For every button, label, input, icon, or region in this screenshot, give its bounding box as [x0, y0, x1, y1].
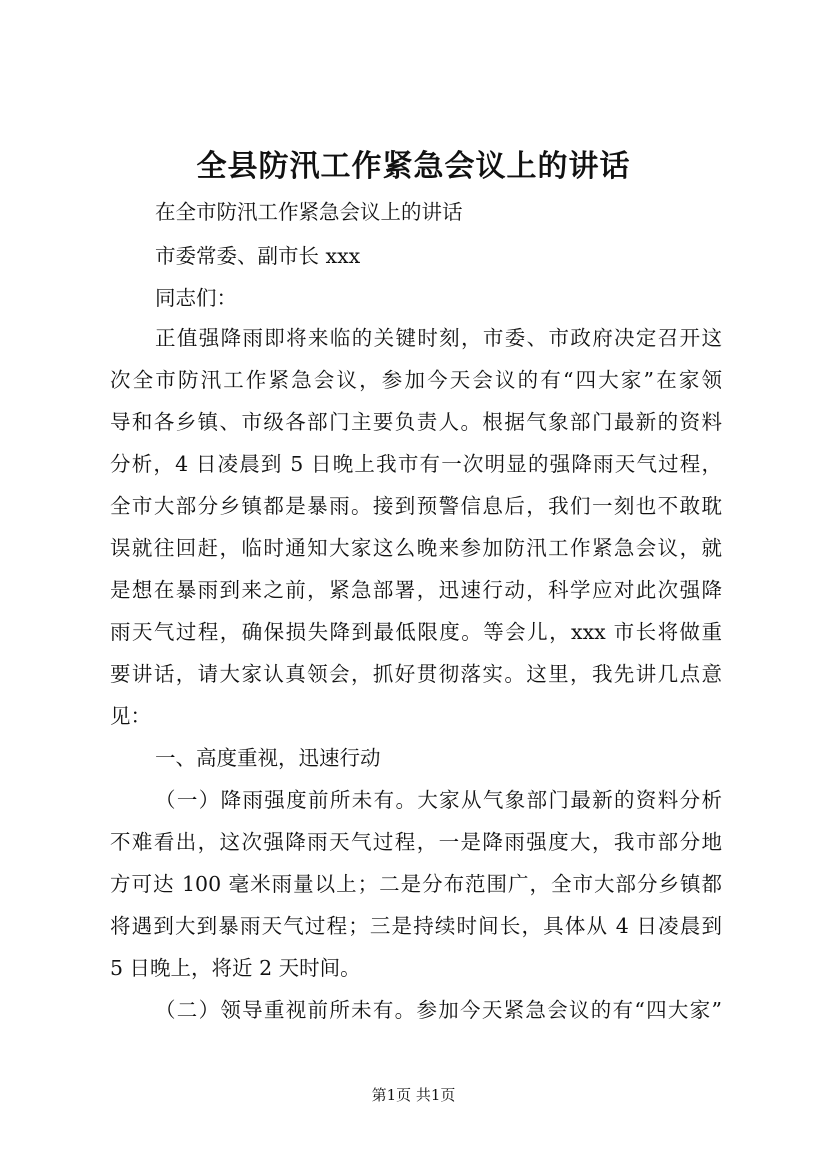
paragraph-1-line: 分析，4 日凌晨到 5 日晚上我市有一次明显的强降雨天气过程， — [110, 452, 722, 476]
speaker-line: 市委常委、副市长 xxx — [155, 244, 361, 268]
paragraph-3-line: （二）领导重视前所未有。参加今天紧急会议的有“四大家” — [155, 998, 722, 1022]
document-title: 全县防汛工作紧急会议上的讲话 — [196, 149, 631, 184]
paragraph-2-line: 方可达 100 毫米雨量以上；二是分布范围广，全市大部分乡镇都 — [110, 872, 722, 896]
paragraph-1-line: 次全市防汛工作紧急会议，参加今天会议的有“四大家”在家领 — [110, 368, 722, 392]
paragraph-2-line: （一）降雨强度前所未有。大家从气象部门最新的资料分析 — [155, 788, 722, 812]
paragraph-2-line: 不难看出，这次强降雨天气过程，一是降雨强度大，我市部分地 — [110, 830, 722, 854]
subtitle: 在全市防汛工作紧急会议上的讲话 — [155, 200, 463, 224]
paragraph-1-line: 误就往回赶，临时通知大家这么晚来参加防汛工作紧急会议，就 — [110, 536, 722, 560]
paragraph-1-line: 见： — [110, 704, 151, 728]
section-heading: 一、高度重视，迅速行动 — [155, 746, 381, 770]
paragraph-1-line: 是想在暴雨到来之前，紧急部署，迅速行动，科学应对此次强降 — [110, 578, 722, 602]
paragraph-1-line: 导和各乡镇、市级各部门主要负责人。根据气象部门最新的资料 — [110, 410, 722, 434]
paragraph-2-line: 5 日晚上，将近 2 天时间。 — [110, 956, 361, 980]
paragraph-1-line: 要讲话，请大家认真领会，抓好贯彻落实。这里，我先讲几点意 — [110, 662, 722, 686]
paragraph-1-line: 正值强降雨即将来临的关键时刻，市委、市政府决定召开这 — [155, 326, 722, 350]
paragraph-1-line: 全市大部分乡镇都是暴雨。接到预警信息后，我们一刻也不敢耽 — [110, 494, 722, 518]
paragraph-2-line: 将遇到大到暴雨天气过程；三是持续时间长，具体从 4 日凌晨到 — [110, 914, 722, 938]
paragraph-1-line: 雨天气过程，确保损失降到最低限度。等会儿，xxx 市长将做重 — [110, 620, 722, 644]
salutation: 同志们： — [155, 286, 237, 310]
page-footer: 第1页 共1页 — [371, 1086, 456, 1104]
